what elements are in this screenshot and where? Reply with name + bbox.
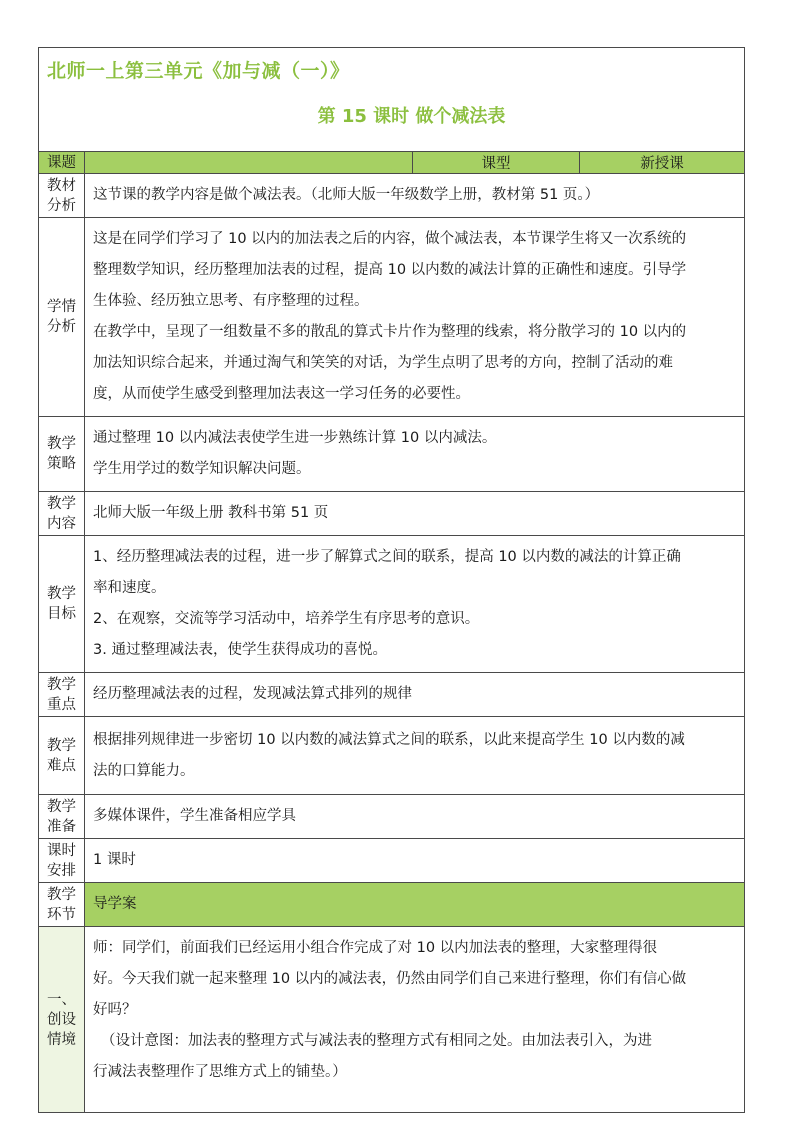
prep-content: 多媒体课件，学生准备相应学具 (85, 795, 745, 839)
hours-label: 课时 安排 (39, 839, 85, 883)
title-block (39, 48, 745, 152)
difficulty-content: 根据排列规律进一步密切 10 以内数的减法算式之间的联系，以此来提高学生 10 以内数的减 法的口算能力。 (85, 717, 745, 795)
topic-value (85, 152, 413, 174)
lesson-title: 第 15 课时 做个减法表 (317, 106, 506, 127)
process-value: 导学案 (85, 883, 745, 927)
hours-content: 1 课时 (85, 839, 745, 883)
intro-label: 一、 创设 情境 (39, 927, 85, 1113)
goals-label: 教学 目标 (39, 536, 85, 673)
type-label: 课型 (413, 152, 580, 174)
difficulty-label: 教学 难点 (39, 717, 85, 795)
unit-title: 北师一上第三单元《加与减（一）》 (47, 60, 350, 82)
prep-label: 教学 准备 (39, 795, 85, 839)
lesson-plan-table (38, 47, 745, 1113)
topic-label: 课题 (39, 152, 85, 174)
content-content: 北师大版一年级上册 教科书第 51 页 (85, 492, 745, 536)
key-label: 教学 重点 (39, 673, 85, 717)
strategy-label: 教学 策略 (39, 417, 85, 492)
key-content: 经历整理减法表的过程，发现减法算式排列的规律 (85, 673, 745, 717)
strategy-content: 通过整理 10 以内减法表使学生进一步熟练计算 10 以内减法。 学生用学过的数学知识解决问题。 (85, 417, 745, 492)
goals-content: 1、经历整理减法表的过程，进一步了解算式之间的联系，提高 10 以内数的减法的计算正确 率和速度。 2、在观察，交流等学习活动中，培养学生有序思考的意识。 3. 通过整理减法表，使学生获得成功的喜悦。 (85, 536, 745, 673)
learning-label: 学情 分析 (39, 218, 85, 417)
material-content: 这节课的教学内容是做个减法表。（北师大版一年级数学上册，教材第 51 页。） (85, 174, 745, 218)
material-label: 教材 分析 (39, 174, 85, 218)
learning-content: 这是在同学们学习了 10 以内的加法表之后的内容，做个减法表，本节课学生将又一次系统的 整理数学知识，经历整理加法表的过程，提高 10 以内数的减法计算的正确性和速度。引导学 生体验、经历独立思考、有序整理的过程。 在教学中，呈现了一组数量不多的散乱的算式卡片作为整理的线索，将分散学习的 10 以内的 加法知识综合起来，并通过淘气和笑笑的对话，为学生点明了思考的方向，控制了活动的难 度，从而使学生感受到整理加法表这一学习任务的必要性。 (85, 218, 745, 417)
process-label: 教学 环节 (39, 883, 85, 927)
content-label: 教学 内容 (39, 492, 85, 536)
intro-content: 师：同学们，前面我们已经运用小组合作完成了对 10 以内加法表的整理，大家整理得很 好。今天我们就一起来整理 10 以内的减法表，仍然由同学们自己来进行整理，你们有信心做 好吗？ （设计意图：加法表的整理方式与减法表的整理方式有相同之处。由加法表引入，为进 行减法表整理作了思维方式上的铺垫。） (85, 927, 745, 1113)
type-value: 新授课 (580, 152, 745, 174)
